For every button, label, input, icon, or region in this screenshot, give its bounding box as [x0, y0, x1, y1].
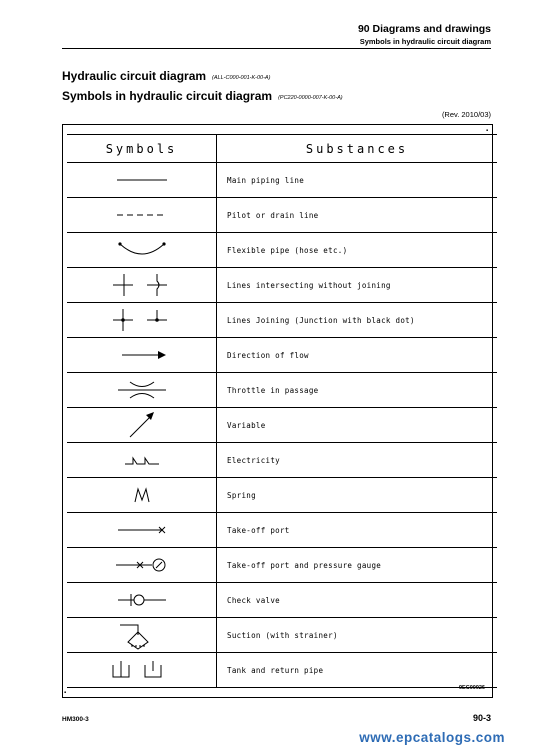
check-valve-icon [112, 589, 172, 611]
substance-label: Main piping line [217, 163, 498, 198]
lines-intersecting-icon [107, 271, 177, 299]
substance-label: Throttle in passage [217, 373, 498, 408]
substance-label: Flexible pipe (hose etc.) [217, 233, 498, 268]
corner-mark: ▪ [64, 690, 67, 696]
heading-symbols [62, 89, 343, 103]
substance-label: Tank and return pipe [217, 653, 498, 688]
heading-code: (PC220-0000-007-K-00-A) [278, 95, 343, 101]
heading-text: Hydraulic circuit diagram [62, 69, 207, 83]
header-divider [62, 48, 491, 49]
main-piping-line-icon [112, 170, 172, 190]
heading-text: Symbols in hydraulic circuit diagram [62, 89, 273, 103]
table-row [67, 443, 497, 478]
lines-joining-icon [107, 306, 177, 334]
take-off-port-gauge-icon [112, 554, 172, 576]
throttle-icon [112, 377, 172, 403]
take-off-port-icon [112, 520, 172, 540]
table-row [67, 478, 497, 513]
heading-hydraulic-circuit [62, 69, 270, 83]
page-number: 90-3 [472, 713, 491, 723]
table-row [67, 338, 497, 373]
figure-code: 9EC00926 [459, 685, 485, 691]
table-row [67, 653, 497, 688]
substance-label: Check valve [217, 583, 498, 618]
substance-label: Lines intersecting without joining [217, 268, 498, 303]
table-row [67, 548, 497, 583]
table-row [67, 373, 497, 408]
table-row [67, 268, 497, 303]
variable-icon [122, 409, 162, 441]
substance-label: Suction (with strainer) [217, 618, 498, 653]
substance-label: Spring [217, 478, 498, 513]
suction-strainer-icon [112, 620, 172, 650]
heading-code: (ALL-C000-001-K-00-A) [212, 75, 271, 81]
table-row [67, 583, 497, 618]
substance-label: Pilot or drain line [217, 198, 498, 233]
revision-note: (Rev. 2010/03) [441, 110, 491, 119]
table-row [67, 303, 497, 338]
section-title: 90 Diagrams and drawings [357, 23, 491, 35]
column-header-symbols: Symbols [67, 135, 217, 163]
substance-label: Take-off port [217, 513, 498, 548]
column-header-substances: Substances [217, 135, 498, 163]
table-row [67, 513, 497, 548]
flexible-pipe-icon [112, 238, 172, 262]
table-header-row [67, 135, 497, 163]
symbols-table [67, 134, 497, 688]
substance-label: Take-off port and pressure gauge [217, 548, 498, 583]
table-row [67, 233, 497, 268]
table-row [67, 618, 497, 653]
section-subtitle: Symbols in hydraulic circuit diagram [359, 37, 491, 46]
substance-label: Variable [217, 408, 498, 443]
table-row [67, 198, 497, 233]
substance-label: Electricity [217, 443, 498, 478]
spring-icon [127, 484, 157, 506]
corner-mark: ▪ [486, 128, 489, 134]
watermark-link[interactable]: www.epcatalogs.com [359, 730, 505, 745]
substance-label: Direction of flow [217, 338, 498, 373]
model-code: HM300-3 [62, 716, 89, 723]
pilot-drain-line-icon [112, 205, 172, 225]
tank-return-pipe-icon [107, 657, 177, 683]
table-row [67, 163, 497, 198]
electricity-icon [117, 450, 167, 470]
table-row [67, 408, 497, 443]
direction-of-flow-icon [112, 345, 172, 365]
substance-label: Lines Joining (Junction with black dot) [217, 303, 498, 338]
